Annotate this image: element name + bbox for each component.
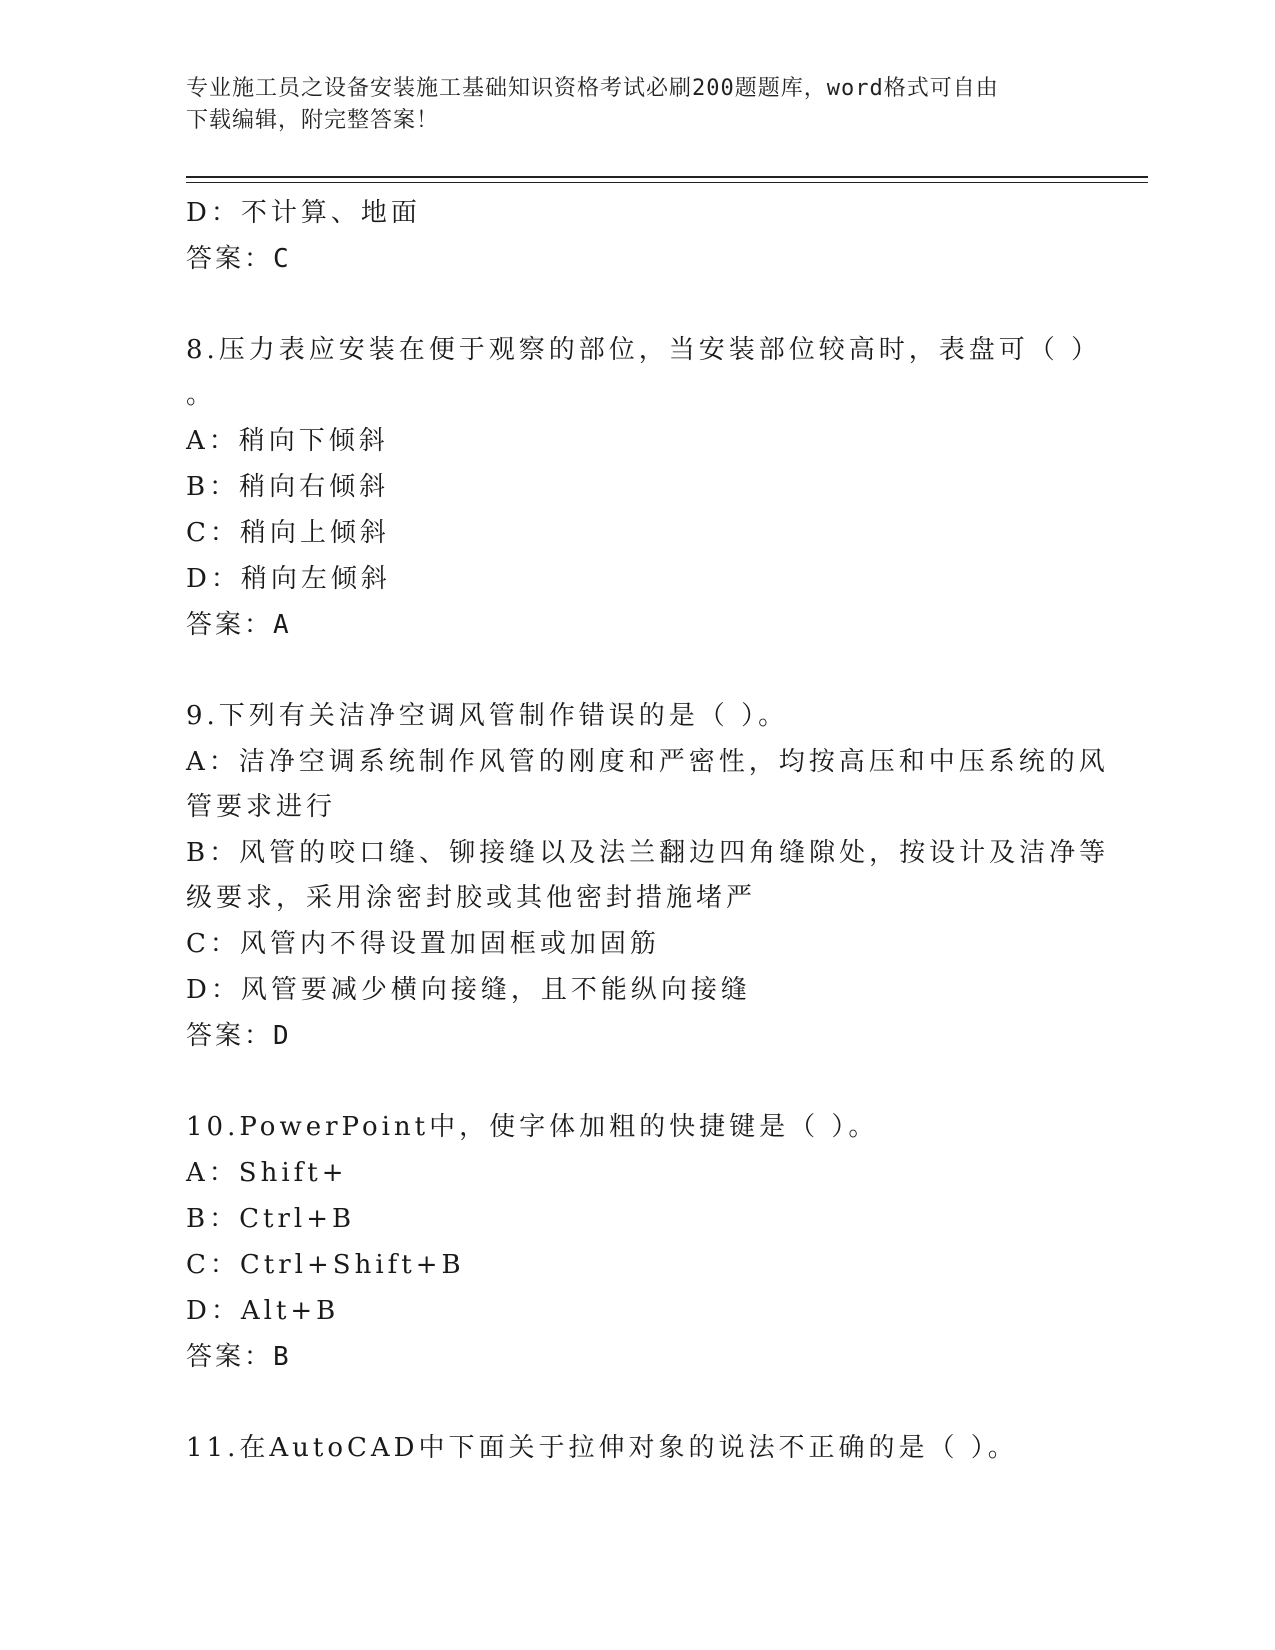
header-title-line1: 专业施工员之设备安装施工基础知识资格考试必刷200题题库，word格式可自由 — [186, 76, 999, 101]
question-9 — [186, 693, 1110, 1059]
option-a: A：Shift+ — [186, 1158, 348, 1188]
answer-line: 答案：C — [186, 244, 292, 274]
spacer — [186, 1380, 1086, 1425]
question-stem: 9.下列有关洁净空调风管制作错误的是（ ）。 — [186, 701, 789, 731]
option-c: C：Ctrl+Shift+B — [186, 1250, 465, 1280]
question-stem: 10.PowerPoint中，使字体加粗的快捷键是（ ）。 — [186, 1112, 879, 1142]
question-11 — [186, 1425, 1086, 1471]
header-title-line2: 下载编辑，附完整答案！ — [186, 108, 440, 133]
spacer — [186, 1059, 1086, 1104]
option-d: D：不计算、地面 — [186, 198, 421, 228]
page-header — [186, 73, 1086, 137]
option-c: C：风管内不得设置加固框或加固筋 — [186, 929, 660, 959]
answer-line: 答案：B — [186, 1342, 292, 1372]
option-d: D：风管要减少横向接缝，且不能纵向接缝 — [186, 975, 751, 1005]
question-list — [186, 190, 1110, 1471]
spacer — [186, 282, 1086, 327]
option-a-continued: 管要求进行 — [186, 792, 337, 822]
question-stem: 11.在AutoCAD中下面关于拉伸对象的说法不正确的是（ ）。 — [186, 1433, 1018, 1463]
question-stem: 8.压力表应安装在便于观察的部位，当安装部位较高时，表盘可（ ） — [186, 335, 1102, 365]
option-b: B：稍向右倾斜 — [186, 472, 390, 502]
header-rule-thick — [186, 176, 1148, 178]
header-rule-thin — [186, 182, 1148, 183]
question-stem-continued: 。 — [186, 380, 217, 410]
option-b-continued: 级要求，采用涂密封胶或其他密封措施堵严 — [186, 883, 757, 913]
option-b: B：风管的咬口缝、铆接缝以及法兰翻边四角缝隙处，按设计及洁净等 — [186, 838, 1110, 868]
option-d: D：Alt+B — [186, 1296, 340, 1326]
answer-line: 答案：A — [186, 610, 292, 640]
option-a: A：洁净空调系统制作风管的刚度和严密性，均按高压和中压系统的风 — [186, 747, 1109, 777]
question-10 — [186, 1104, 1086, 1380]
option-c: C：稍向上倾斜 — [186, 518, 390, 548]
option-d: D：稍向左倾斜 — [186, 564, 391, 594]
option-a: A：稍向下倾斜 — [186, 426, 389, 456]
question-8 — [186, 327, 1102, 648]
spacer — [186, 648, 1086, 693]
option-b: B：Ctrl+B — [186, 1204, 356, 1234]
answer-line: 答案：D — [186, 1021, 292, 1051]
